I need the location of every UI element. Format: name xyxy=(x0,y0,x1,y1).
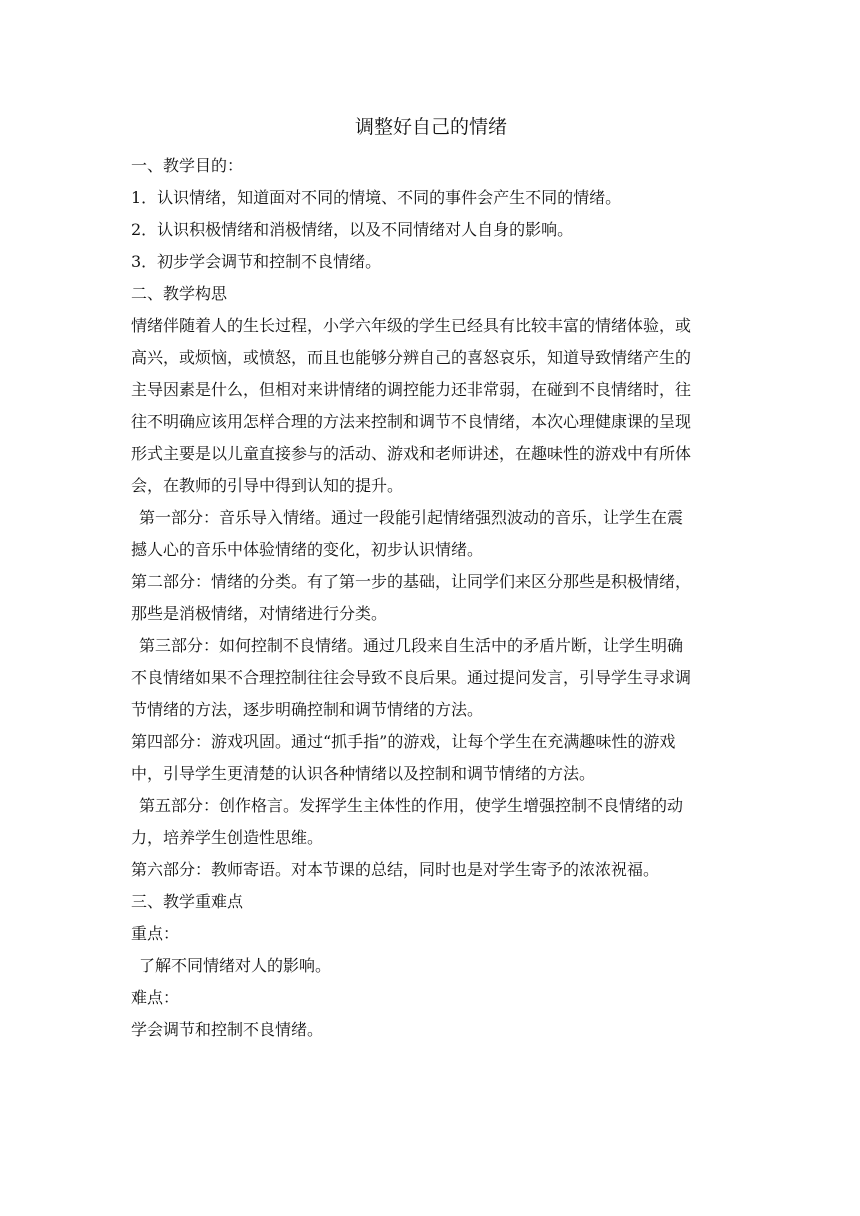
body-line: 二、教学构思 xyxy=(131,284,228,303)
body-line: 重点： xyxy=(131,924,180,943)
body-line: 情绪伴随着人的生长过程，小学六年级的学生已经具有比较丰富的情绪体验，或 xyxy=(131,316,692,335)
body-line: 不良情绪如果不合理控制往往会导致不良后果。通过提问发言，引导学生寻求调 xyxy=(131,668,692,687)
body-line: 一、教学目的： xyxy=(131,156,244,175)
body-line: 学会调节和控制不良情绪。 xyxy=(131,1020,324,1039)
body-line: 3．初步学会调节和控制不良情绪。 xyxy=(131,252,382,271)
body-line: 那些是消极情绪，对情绪进行分类。 xyxy=(131,604,388,623)
body-line: 主导因素是什么，但相对来讲情绪的调控能力还非常弱，在碰到不良情绪时，往 xyxy=(131,380,692,399)
document-page xyxy=(131,112,731,1046)
body-line: 高兴，或烦恼，或愤怒，而且也能够分辨自己的喜怒哀乐，知道导致情绪产生的 xyxy=(131,348,692,367)
body-line: 1．认识情绪，知道面对不同的情境、不同的事件会产生不同的情绪。 xyxy=(131,188,622,207)
body-line: 2．认识积极情绪和消极情绪，以及不同情绪对人自身的影响。 xyxy=(131,220,574,239)
document-title: 调整好自己的情绪 xyxy=(354,116,507,138)
body-line: 形式主要是以儿童直接参与的活动、游戏和老师讲述，在趣味性的游戏中有所体 xyxy=(131,444,692,463)
body-line: 第三部分：如何控制不良情绪。通过几段来自生活中的矛盾片断，让学生明确 xyxy=(139,636,684,655)
body-line: 难点： xyxy=(131,988,180,1007)
body-line: 第一部分：音乐导入情绪。通过一段能引起情绪强烈波动的音乐，让学生在震 xyxy=(139,508,684,527)
body-line: 三、教学重难点 xyxy=(131,892,244,911)
body-line: 第四部分：游戏巩固。通过“抓手指”的游戏，让每个学生在充满趣味性的游戏 xyxy=(131,732,676,751)
body-line: 第六部分：教师寄语。对本节课的总结，同时也是对学生寄予的浓浓祝福。 xyxy=(131,860,660,879)
body-line: 力，培养学生创造性思维。 xyxy=(131,828,324,847)
document-body xyxy=(131,150,731,1046)
body-line: 会，在教师的引导中得到认知的提升。 xyxy=(131,476,404,495)
body-line: 撼人心的音乐中体验情绪的变化，初步认识情绪。 xyxy=(131,540,484,559)
body-line: 了解不同情绪对人的影响。 xyxy=(139,956,332,975)
body-line: 节情绪的方法，逐步明确控制和调节情绪的方法。 xyxy=(131,700,484,719)
body-line: 第五部分：创作格言。发挥学生主体性的作用，使学生增强控制不良情绪的动 xyxy=(139,796,684,815)
body-line: 中，引导学生更清楚的认识各种情绪以及控制和调节情绪的方法。 xyxy=(131,764,596,783)
body-line: 第二部分：情绪的分类。有了第一步的基础，让同学们来区分那些是积极情绪， xyxy=(131,572,692,591)
body-line: 往不明确应该用怎样合理的方法来控制和调节不良情绪，本次心理健康课的呈现 xyxy=(131,412,692,431)
